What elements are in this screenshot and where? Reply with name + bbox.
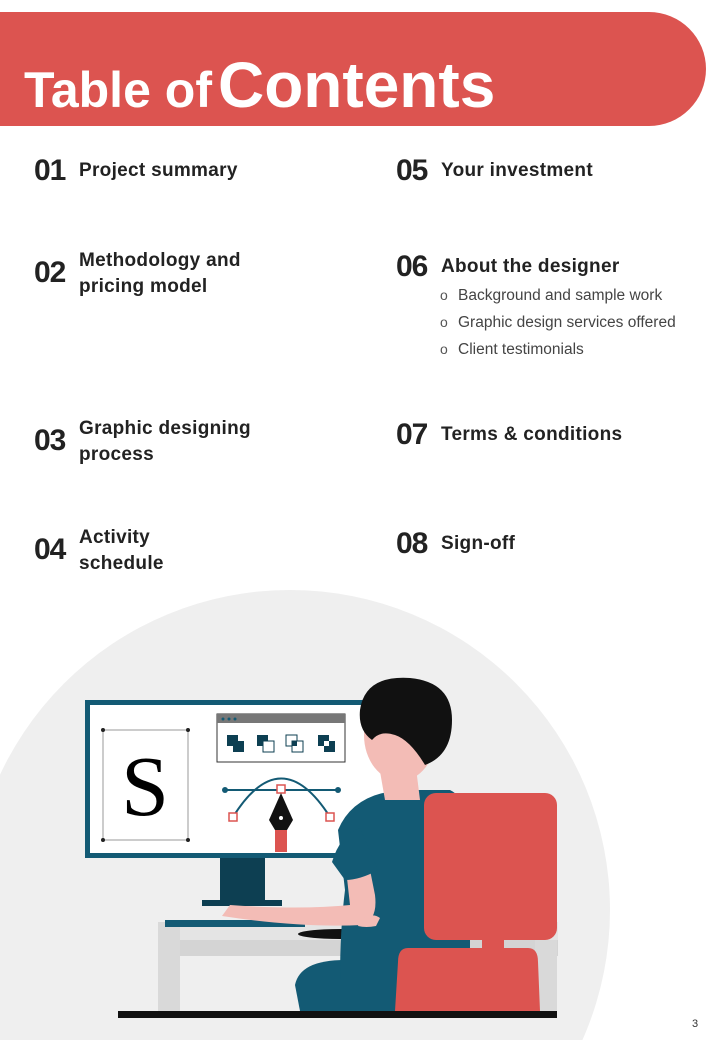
toc-number: 01 — [34, 154, 66, 187]
toc-number: 05 — [396, 154, 428, 187]
circle-bullet-icon: o — [440, 341, 448, 357]
toc-label: Terms & conditions — [441, 424, 623, 445]
page-number: 3 — [692, 1018, 699, 1030]
toc-number: 08 — [396, 527, 428, 560]
toc-label: Methodology and pricing model — [79, 250, 241, 297]
toc-subitem[interactable] — [440, 336, 676, 363]
page-title-main: Contents — [217, 49, 496, 121]
toc-subitem-label: Graphic design services offered — [458, 314, 676, 331]
title-banner — [0, 12, 706, 126]
pathfinder-panel — [217, 714, 345, 762]
toc-number: 06 — [396, 250, 428, 283]
toc-number: 07 — [396, 418, 428, 451]
toc-label: Project summary — [79, 160, 238, 181]
toc-subitem-label: Background and sample work — [458, 287, 663, 304]
toc-number: 02 — [34, 256, 66, 289]
toc-label: Sign-off — [441, 533, 516, 554]
monitor-stand — [220, 858, 265, 902]
toc-subitem[interactable] — [440, 282, 676, 309]
toc-label: Graphic designing process — [79, 418, 251, 465]
canvas-letter: S — [121, 738, 169, 834]
floor-line — [118, 1011, 557, 1018]
toc-label: About the designer — [441, 256, 620, 277]
page-title — [24, 48, 495, 122]
toc-subitem-label: Client testimonials — [458, 341, 584, 358]
circle-bullet-icon: o — [440, 314, 448, 330]
toc-sublist — [440, 282, 676, 363]
page-title-prefix: Table of — [24, 62, 212, 118]
toc-label: Activity schedule — [79, 527, 164, 574]
toc-subitem[interactable] — [440, 309, 676, 336]
circle-bullet-icon: o — [440, 287, 448, 303]
toc-number: 03 — [34, 424, 66, 457]
designer-illustration — [0, 580, 720, 1040]
toc-label: Your investment — [441, 160, 593, 181]
toc-number: 04 — [34, 533, 66, 566]
